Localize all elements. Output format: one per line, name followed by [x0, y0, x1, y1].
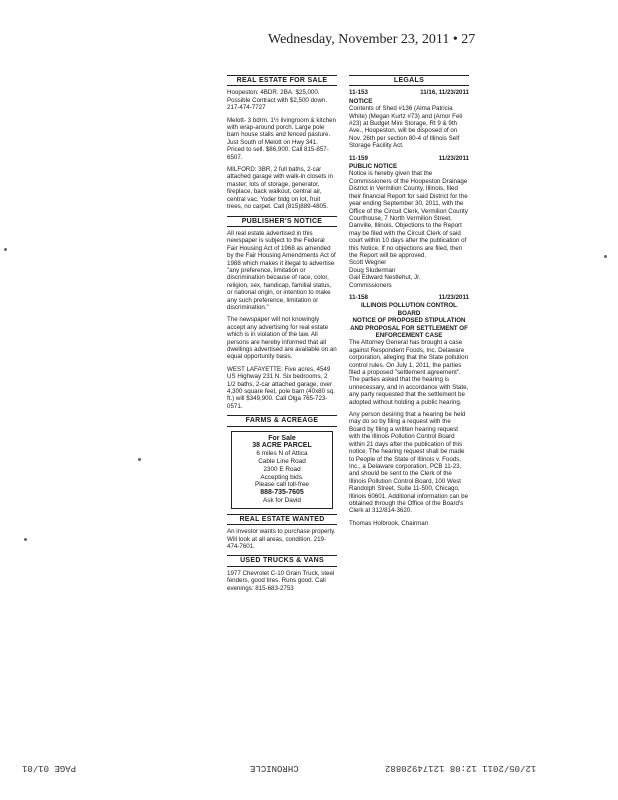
ad-west-lafayette: WEST LAFAYETTE: Five acres, 4549 US Highway 231 N. Six bedrooms, 2 1/2 baths, 2-car attached garage, over 4,300 square feet, pole barn (40x80 sq. ft.) will $349,900. Call Olga 765-723-0571. — [227, 365, 336, 410]
section-head-legals: LEGALS — [349, 75, 469, 86]
publishers-notice-paragraph: All real estate advertised in this newspaper is subject to the Federal Fair Housing Act of 1968 as amended by the Fair Housing Amendments Act of 1988 which makes it illegal to advertise "any preference, limitation or discrimination because of race, color, religion, sex, handicap, familial status, or national origin, or intention to make any such preference, limitation or discrimination." — [227, 229, 336, 311]
farm-box-line: 2300 E Road — [263, 465, 301, 473]
ad-hoopeston: Hoopeston: 4BDR. 2BA. $25,000. Possible Contract with $2,500 down. 217-474-7727 — [227, 89, 328, 112]
legal-notice-title: NOTICE OF PROPOSED STIPULATION AND PROPOSAL FOR SETTLEMENT OF ENFORCEMENT CASE — [350, 317, 468, 339]
legal-notice-number: 11-159 — [349, 154, 368, 162]
farm-box-line: Accepting bids. — [260, 473, 304, 481]
farm-parcel-box — [231, 431, 333, 509]
scan-speck — [138, 458, 141, 461]
commissioner-signature: Scott Wegner — [349, 259, 387, 267]
farm-box-line: Please call toll-free — [255, 481, 309, 489]
legal-notice-dates: 11/16, 11/23/2011 — [420, 89, 469, 97]
legal-notice-header — [349, 155, 469, 162]
fax-footer-sender: CHRONICLE — [250, 763, 299, 773]
legal-notice-dates: 11/23/2011 — [438, 154, 469, 162]
page-header-date: Wednesday, November 23, 2011 • 27 — [268, 32, 476, 47]
scan-speck — [24, 538, 27, 541]
classifieds-left-column — [227, 72, 337, 762]
scan-speck — [604, 255, 607, 258]
legal-notice-dates: 11/23/2011 — [438, 293, 469, 301]
section-head-publishers-notice: PUBLISHER'S NOTICE — [227, 216, 337, 227]
ad-milford: MILFORD: 3BR, 2 full baths, 2-car attached garage with walk-in closets in master; lots of storage, generator, fireplace, back walkout, central air, central vac. Yoder bldg on lot, fruit trees, no carpet. Call (815)889-4805. — [227, 166, 333, 211]
legal-notice — [349, 89, 469, 149]
farm-box-line: Cable Line Road — [258, 458, 306, 466]
publishers-notice-paragraph: The newspaper will not knowingly accept any advertising for real estate which is in violation of the law. All persons are hereby informed that all dwellings advertised are available on an equal opportunity basis. — [227, 316, 337, 361]
commissioner-signature: Gail Edward Nestlehut, Jr. — [349, 274, 421, 282]
legal-notice-body: Notice is hereby given that the Commissioners of the Hoopeston Drainage District in Vermilion County, Illinois, filed their financial Report for said District for the year ending September 30, 2011, with the Office of the Circuit Clerk, Vermilion County Courthouse, 7 North Vermilion Street, Danville, Illinois. Objections to the Report may be filed with the Circuit Clerk of said court within 10 days after the publication of this Notice. If no objections are filed, then the Report will be approved. — [349, 170, 468, 259]
legal-notice-body: The Attorney General has brought a case against Respondent Foods, Inc. Delaware corporation, alleging that the State pollution control rules. On July 1, 2011, the parties filed a proposed "settlement agreement". The parties asked that the hearing is unnecessary, and in accordance with State, any party requested that the settlement be adopted without holding a public hearing. — [349, 339, 469, 406]
section-head-farms: FARMS & ACREAGE — [227, 415, 337, 426]
legal-notice-number: 11-153 — [349, 89, 368, 97]
fax-footer-page: PAGE 01/01 — [22, 763, 77, 773]
ad-truck: 1977 Chevrolet C-10 Grain Truck, steel fenders, good tires. Runs good. Call evenings: 815-683-2753 — [227, 569, 335, 592]
section-head-trucks: USED TRUCKS & VANS — [227, 555, 337, 566]
commissioner-signature: Doug Sluderman — [349, 266, 396, 274]
legal-notice-header — [349, 89, 469, 96]
commissioners-label: Commissioners — [349, 281, 392, 289]
fax-footer — [0, 763, 618, 779]
ad-melott: Melott- 3 bdrm. 1½ livingroom & kitchen with wrap-around porch. Large pole barn house stalls and fenced pasture. Just South of Melott on Hwy 341. Priced to sell. $86,900. Call 815-857-6507. — [227, 116, 337, 161]
farm-box-title: For Sale — [268, 434, 296, 442]
legal-notice-title: PUBLIC NOTICE — [349, 163, 398, 171]
legal-notice — [349, 155, 469, 289]
scan-speck — [4, 248, 7, 251]
legal-notice — [349, 294, 469, 527]
farm-box-phone: 888-735-7605 — [260, 489, 304, 497]
farm-box-line: 6 miles N of Attica — [256, 450, 308, 458]
legal-notice-signature: Thomas Holbrook, Chairman — [349, 519, 429, 527]
section-head-real-estate: REAL ESTATE FOR SALE — [227, 75, 337, 86]
fax-footer-timestamp: 12/05/2011 12:08 12174920882 — [385, 763, 537, 773]
legal-notice-number: 11-158 — [349, 293, 368, 301]
legals-right-column — [349, 72, 469, 772]
ad-wanted: An investor wants to purchase property. Will look at all areas, condition. 219-474-7601. — [227, 528, 336, 551]
farm-box-line: Ask for David — [262, 497, 301, 505]
section-head-wanted: REAL ESTATE WANTED — [227, 514, 337, 525]
legal-notice-agency: ILLINOIS POLLUTION CONTROL BOARD — [361, 302, 457, 317]
legal-notice-body: Contents of Shed #136 (Alma Patricia White) (Megan Kurtz #73) and (Amor Feli #23) at Budget Mini Storage, Rt 9 & 9th Ave., Hoopeston, will be disposed of on Nov. 26th per section 80-4 of Illinois Self Storage Facility Act. — [349, 105, 463, 150]
legal-notice-header — [349, 294, 469, 301]
legal-notice-title: NOTICE — [349, 97, 373, 105]
farm-box-line: 38 ACRE PARCEL — [252, 442, 312, 450]
legal-notice-body: Any person desiring that a hearing be held may do so by filing a request with the Board by filing a written hearing request with the Illinois Pollution Control Board within 21 days after the publication of this notice. The hearing request shall be made to People of the State of Illinois v. Foods, Inc., a Delaware corporation, PCB 11-23, and should be sent to the Clerk of the Illinois Pollution Control Board, 100 West Randolph Street, Suite 11-500, Chicago, Illinois 60601. Additional information can be obtained through the Office of the Board's Clerk at 312/814-3620. — [349, 411, 469, 515]
